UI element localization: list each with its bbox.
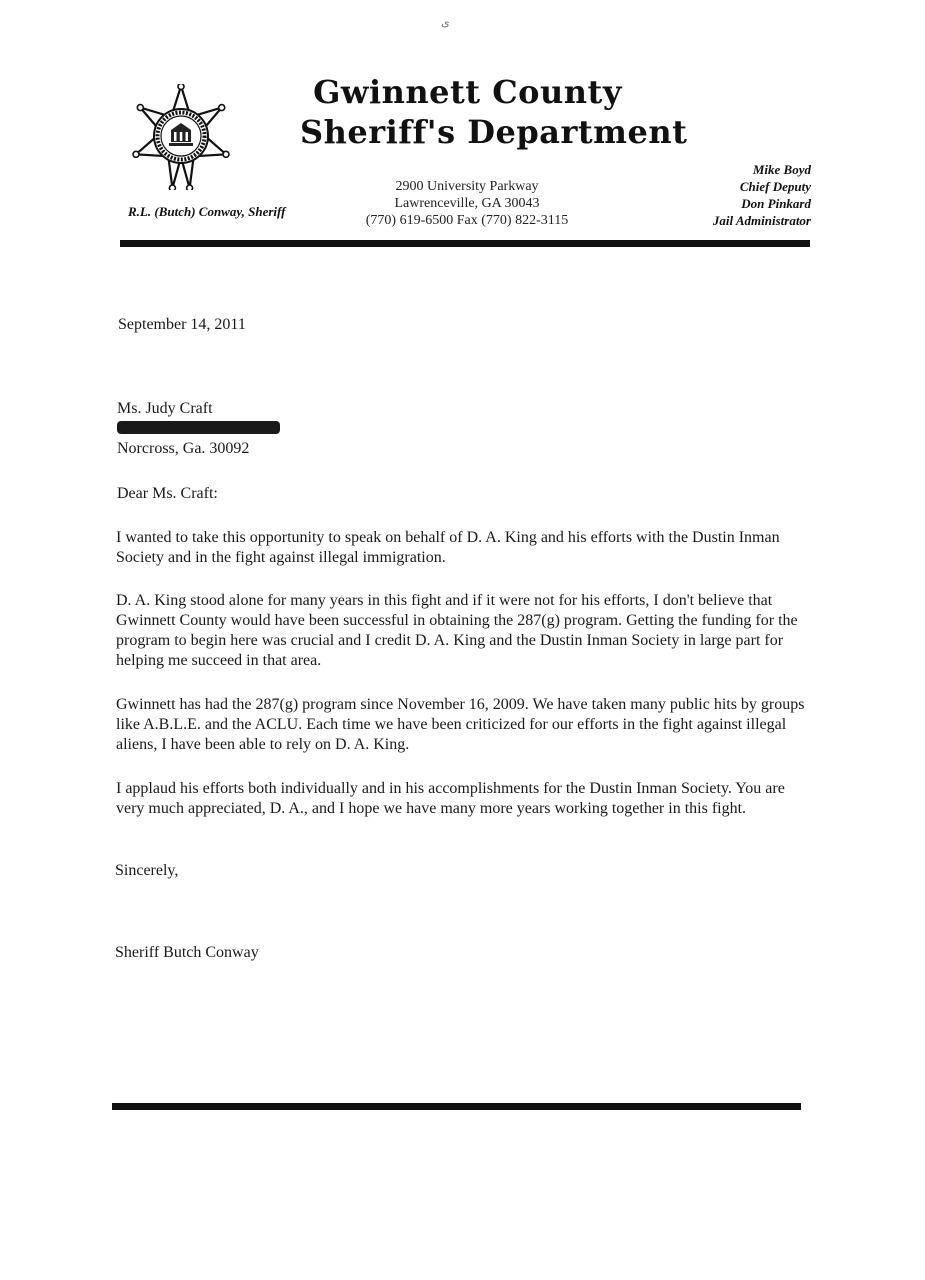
address-phone: (770) 619-6500 Fax (770) 822-3115 — [365, 213, 569, 228]
department-address — [340, 178, 594, 229]
staff-title: Jail Administrator — [712, 213, 811, 228]
recipient-city: Norcross, Ga. 30092 — [117, 440, 250, 457]
body-paragraph: I wanted to take this opportunity to speak on behalf of D. A. King and his efforts with the Dustin Inman Society and in the fight against illegal immigration. — [116, 529, 780, 566]
signature: Sheriff Butch Conway — [115, 944, 259, 961]
department-name — [300, 72, 688, 152]
recipient-block — [117, 398, 280, 459]
department-name-line2: Sheriff's Department — [300, 113, 688, 151]
staff-name: Mike Boyd — [752, 162, 811, 177]
address-street: 2900 University Parkway — [395, 179, 539, 194]
closing: Sincerely, — [115, 862, 179, 879]
salutation: Dear Ms. Craft: — [117, 485, 218, 502]
address-city: Lawrenceville, GA 30043 — [394, 196, 540, 211]
recipient-name: Ms. Judy Craft — [117, 400, 213, 417]
sheriff-star-badge-icon — [128, 84, 234, 190]
staff-title: Chief Deputy — [739, 179, 811, 194]
department-name-line1: Gwinnett County — [313, 73, 622, 111]
sheriff-name: R.L. (Butch) Conway, Sheriff — [128, 204, 286, 219]
header-divider — [120, 240, 810, 247]
staff-list — [713, 161, 811, 229]
redacted-street-address — [117, 421, 280, 434]
body-paragraph: Gwinnett has had the 287(g) program since November 16, 2009. We have taken many public hits by groups like A.B.L.E. and the ACLU. Each time we have been criticized for our efforts in the fight against illegal aliens, I have been able to rely on D. A. King. — [116, 696, 805, 753]
footer-divider — [112, 1103, 801, 1110]
staff-name: Don Pinkard — [741, 196, 811, 211]
letter-date: September 14, 2011 — [118, 316, 246, 333]
scan-mark: ی — [441, 17, 450, 29]
body-paragraph: I applaud his efforts both individually and in his accomplishments for the Dustin Inman Society. You are very much appreciated, D. A., and I hope we have many more years working together in this fight. — [116, 780, 785, 817]
body-paragraph: D. A. King stood alone for many years in this fight and if it were not for his efforts, I don't believe that Gwinnett County would have been successful in obtaining the 287(g) program. Getting the funding for the program to begin here was crucial and I credit D. A. King and the Dustin Inman Society in large part for helping me succeed in that area. — [116, 592, 798, 669]
